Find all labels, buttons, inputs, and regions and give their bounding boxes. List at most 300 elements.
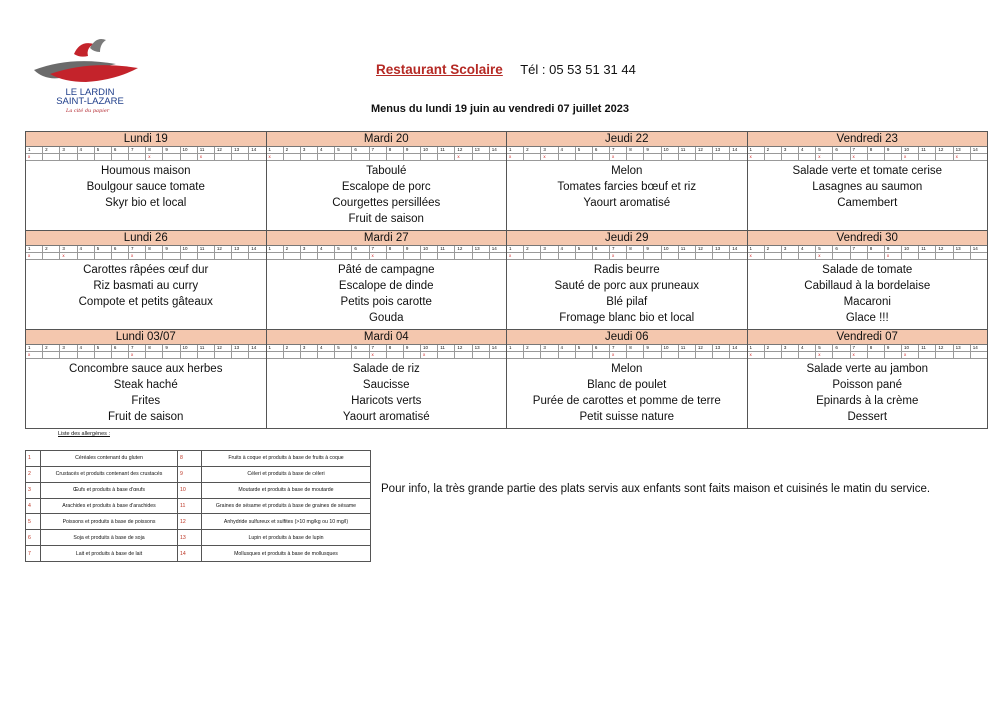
allergen-number: 13 — [713, 147, 730, 153]
allergen-number: 6 — [352, 147, 369, 153]
allergen-number: 13 — [473, 345, 490, 351]
allergen-mark — [438, 352, 455, 358]
allergen-number: 9 — [163, 147, 180, 153]
allergen-number: 5 — [26, 514, 41, 530]
allergen-mark: x — [455, 154, 472, 160]
allergen-mark-row — [26, 154, 266, 161]
allergen-mark-row — [748, 154, 988, 161]
allergen-number: 13 — [178, 530, 202, 546]
day-cell — [26, 231, 267, 330]
allergen-mark — [644, 154, 661, 160]
allergen-mark: x — [610, 154, 627, 160]
allergen-number: 2 — [765, 147, 782, 153]
dish: Steak haché — [113, 379, 178, 391]
allergen-mark — [43, 154, 60, 160]
allergen-mark — [198, 253, 215, 259]
allergen-number-row — [748, 147, 988, 154]
allergen-mark — [971, 352, 987, 358]
allergen-mark-row — [267, 154, 507, 161]
allergen-mark-row — [507, 352, 747, 359]
allergen-mark — [868, 352, 885, 358]
allergen-table — [25, 450, 371, 562]
allergen-mark: x — [816, 253, 833, 259]
dish: Fruit de saison — [108, 411, 184, 423]
allergen-number: 1 — [507, 345, 524, 351]
allergen-number: 1 — [26, 246, 43, 252]
dish: Yaourt aromatisé — [583, 197, 671, 209]
allergen-mark — [78, 253, 95, 259]
allergen-number: 5 — [816, 345, 833, 351]
dish-list — [267, 161, 507, 227]
allergen-number: 7 — [370, 345, 387, 351]
day-cell — [26, 330, 267, 429]
allergen-label: Moutarde et produits à base de moutarde — [202, 482, 371, 498]
day-cell — [507, 330, 748, 429]
allergen-row — [26, 482, 371, 498]
allergen-mark — [541, 352, 558, 358]
allergen-number: 5 — [95, 345, 112, 351]
allergen-number: 11 — [679, 147, 696, 153]
allergen-mark: x — [851, 154, 868, 160]
phone-number: Tél : 05 53 51 31 44 — [520, 62, 636, 77]
allergen-number: 6 — [833, 246, 850, 252]
allergen-number: 8 — [868, 246, 885, 252]
allergen-mark: x — [816, 154, 833, 160]
allergen-number: 12 — [215, 246, 232, 252]
allergen-mark: x — [26, 154, 43, 160]
allergen-mark — [524, 352, 541, 358]
allergen-mark: x — [851, 352, 868, 358]
allergen-number-row — [507, 147, 747, 154]
allergen-mark — [524, 154, 541, 160]
allergen-mark — [181, 154, 198, 160]
dish-list — [748, 359, 988, 425]
allergen-mark — [868, 253, 885, 259]
allergen-mark — [146, 253, 163, 259]
allergen-number: 5 — [335, 147, 352, 153]
allergen-number: 6 — [352, 345, 369, 351]
allergen-number: 12 — [936, 345, 953, 351]
allergen-number-row — [507, 345, 747, 352]
allergen-mark — [95, 352, 112, 358]
allergen-number: 13 — [954, 345, 971, 351]
allergen-mark — [696, 154, 713, 160]
allergen-mark — [576, 154, 593, 160]
allergen-number: 3 — [782, 147, 799, 153]
allergen-number: 6 — [26, 530, 41, 546]
allergen-number: 12 — [936, 147, 953, 153]
allergen-mark — [301, 352, 318, 358]
allergen-mark — [249, 154, 265, 160]
allergen-mark — [765, 253, 782, 259]
allergen-number: 13 — [954, 147, 971, 153]
allergen-mark — [662, 253, 679, 259]
allergen-mark — [833, 253, 850, 259]
allergen-number: 7 — [26, 546, 41, 562]
allergen-number: 9 — [644, 345, 661, 351]
allergen-number: 10 — [178, 482, 202, 498]
restaurant-title: Restaurant Scolaire — [376, 62, 503, 77]
allergen-number-row — [267, 147, 507, 154]
allergen-number: 6 — [112, 246, 129, 252]
dish: Escalope de porc — [341, 181, 431, 193]
allergen-mark — [833, 352, 850, 358]
allergen-number: 9 — [885, 345, 902, 351]
dish: Cabillaud à la bordelaise — [804, 280, 931, 292]
allergen-mark — [335, 352, 352, 358]
allergen-mark: x — [507, 154, 524, 160]
allergen-number: 3 — [60, 345, 77, 351]
day-name: Lundi 26 — [26, 231, 266, 246]
allergen-row — [26, 514, 371, 530]
allergen-label: Poissons et produits à base de poissons — [41, 514, 178, 530]
dish: Melon — [611, 165, 643, 177]
allergen-mark — [249, 253, 265, 259]
allergen-number: 3 — [541, 345, 558, 351]
allergen-mark: x — [954, 154, 971, 160]
dish: Houmous maison — [101, 165, 191, 177]
allergen-number: 14 — [732, 345, 738, 350]
allergen-mark — [885, 154, 902, 160]
allergen-mark — [267, 352, 284, 358]
allergen-mark: x — [885, 253, 902, 259]
allergen-mark — [559, 253, 576, 259]
allergen-number: 4 — [318, 345, 335, 351]
allergen-mark — [232, 352, 249, 358]
allergen-mark — [627, 154, 644, 160]
day-cell — [748, 132, 989, 231]
allergen-number: 6 — [593, 345, 610, 351]
allergen-number: 2 — [765, 345, 782, 351]
allergen-mark: x — [610, 253, 627, 259]
allergen-label: Céleri et produits à base de céleri — [202, 466, 371, 482]
allergen-mark — [644, 253, 661, 259]
allergen-number: 10 — [902, 246, 919, 252]
allergen-number: 5 — [576, 147, 593, 153]
allergen-mark — [885, 352, 902, 358]
dish: Melon — [611, 363, 643, 375]
allergen-mark — [43, 352, 60, 358]
day-name: Mardi 04 — [267, 330, 507, 345]
allergen-label: Arachides et produits à base d'arachides — [41, 498, 178, 514]
allergen-mark — [971, 154, 987, 160]
dish: Salade verte et tomate cerise — [792, 165, 943, 177]
allergen-mark — [644, 352, 661, 358]
allergen-number: 8 — [146, 246, 163, 252]
allergen-number: 4 — [559, 246, 576, 252]
dish-list — [748, 260, 988, 326]
allergen-number: 6 — [112, 147, 129, 153]
allergen-mark — [730, 253, 746, 259]
allergen-mark — [576, 253, 593, 259]
allergen-mark — [730, 352, 746, 358]
allergen-number: 10 — [421, 246, 438, 252]
allergen-number: 13 — [954, 246, 971, 252]
allergen-number: 12 — [455, 147, 472, 153]
allergen-mark: x — [198, 154, 215, 160]
allergen-number: 14 — [972, 345, 978, 350]
dish: Fruit de saison — [348, 213, 424, 225]
allergen-mark — [559, 352, 576, 358]
day-cell — [267, 231, 508, 330]
allergen-number: 9 — [163, 246, 180, 252]
allergen-number: 8 — [146, 345, 163, 351]
allergen-mark — [919, 352, 936, 358]
allergen-number: 4 — [78, 345, 95, 351]
allergen-number: 11 — [198, 246, 215, 252]
allergen-mark — [782, 253, 799, 259]
allergen-number: 3 — [301, 345, 318, 351]
allergen-mark — [662, 352, 679, 358]
allergen-mark — [971, 253, 987, 259]
allergen-mark — [198, 352, 215, 358]
allergen-number: 4 — [26, 498, 41, 514]
allergen-mark — [163, 154, 180, 160]
allergen-mark-row — [507, 154, 747, 161]
allergen-mark — [215, 253, 232, 259]
dish: Lasagnes au saumon — [812, 181, 923, 193]
dish: Salade de tomate — [822, 264, 913, 276]
allergen-mark — [284, 253, 301, 259]
allergen-mark — [95, 154, 112, 160]
allergen-number: 5 — [335, 246, 352, 252]
allergen-mark — [679, 352, 696, 358]
allergen-number: 6 — [593, 246, 610, 252]
allergen-number: 1 — [26, 345, 43, 351]
allergen-number-row — [267, 246, 507, 253]
dish: Poisson pané — [832, 379, 903, 391]
allergen-mark: x — [541, 154, 558, 160]
allergen-mark-row — [26, 253, 266, 260]
info-note: Pour info, la très grande partie des plats servis aux enfants sont faits maison et cuisinés le matin du service. — [381, 483, 931, 495]
allergen-mark: x — [816, 352, 833, 358]
dish: Camembert — [837, 197, 898, 209]
allergen-number: 7 — [610, 345, 627, 351]
allergen-label: Mollusques et produits à base de mollusques — [202, 546, 371, 562]
allergen-mark: x — [146, 154, 163, 160]
dish: Courgettes persillées — [332, 197, 441, 209]
allergen-mark — [370, 154, 387, 160]
allergen-mark — [507, 352, 524, 358]
allergen-number: 4 — [559, 345, 576, 351]
allergen-number: 1 — [26, 451, 41, 467]
allergen-mark — [421, 253, 438, 259]
allergen-number: 8 — [146, 147, 163, 153]
allergen-mark — [112, 352, 129, 358]
allergen-label: Fruits à coque et produits à base de fruits à coque — [202, 451, 371, 467]
allergen-mark: x — [129, 352, 146, 358]
allergen-number-row — [267, 345, 507, 352]
allergen-mark-row — [748, 352, 988, 359]
day-cell — [748, 330, 989, 429]
allergen-mark — [455, 253, 472, 259]
allergen-mark: x — [370, 253, 387, 259]
allergen-mark — [954, 253, 971, 259]
allergen-number: 5 — [95, 147, 112, 153]
allergen-mark — [318, 154, 335, 160]
day-name: Jeudi 29 — [507, 231, 747, 246]
allergen-number: 10 — [421, 147, 438, 153]
allergen-number: 10 — [662, 246, 679, 252]
allergen-number: 12 — [455, 345, 472, 351]
allergen-number: 7 — [129, 147, 146, 153]
allergen-number: 1 — [748, 147, 765, 153]
allergen-mark — [95, 253, 112, 259]
allergen-number: 2 — [43, 147, 60, 153]
dish: Boulgour sauce tomate — [86, 181, 205, 193]
allergen-number: 9 — [885, 147, 902, 153]
dish: Fromage blanc bio et local — [559, 312, 695, 324]
allergen-number: 8 — [868, 147, 885, 153]
allergen-mark — [490, 154, 506, 160]
allergen-number: 9 — [404, 147, 421, 153]
allergen-mark — [163, 253, 180, 259]
allergen-number: 5 — [95, 246, 112, 252]
allergen-mark — [919, 154, 936, 160]
allergen-number: 11 — [919, 246, 936, 252]
allergen-mark — [679, 154, 696, 160]
allergen-mark — [112, 154, 129, 160]
allergen-number: 14 — [491, 246, 497, 251]
allergen-mark — [559, 154, 576, 160]
allergen-number: 11 — [198, 345, 215, 351]
allergen-mark — [799, 352, 816, 358]
dish: Saucisse — [362, 379, 410, 391]
allergen-number: 5 — [335, 345, 352, 351]
allergen-number: 11 — [438, 147, 455, 153]
allergen-number: 7 — [610, 147, 627, 153]
allergen-mark: x — [748, 253, 765, 259]
allergen-mark — [404, 352, 421, 358]
allergen-mark-row — [26, 352, 266, 359]
allergen-mark — [662, 154, 679, 160]
allergen-mark: x — [902, 154, 919, 160]
dish: Yaourt aromatisé — [342, 411, 430, 423]
allergen-mark — [284, 352, 301, 358]
allergen-number: 3 — [60, 147, 77, 153]
dish: Frites — [131, 395, 161, 407]
allergen-number: 11 — [919, 345, 936, 351]
allergen-number: 10 — [902, 147, 919, 153]
allergen-number: 10 — [181, 246, 198, 252]
dish: Escalope de dinde — [338, 280, 434, 292]
allergen-mark — [627, 352, 644, 358]
allergen-mark-row — [267, 352, 507, 359]
allergen-number: 12 — [696, 246, 713, 252]
allergen-number: 4 — [78, 147, 95, 153]
allergen-number: 13 — [232, 147, 249, 153]
dish-list — [748, 161, 988, 211]
dish: Salade de riz — [352, 363, 420, 375]
allergen-number: 2 — [524, 345, 541, 351]
dish: Compote et petits gâteaux — [78, 296, 213, 308]
allergen-number: 1 — [267, 246, 284, 252]
allergen-label: Crustacés et produits contenant des crustacés — [41, 466, 178, 482]
allergen-mark — [404, 253, 421, 259]
allergen-number: 1 — [267, 345, 284, 351]
allergen-number: 7 — [370, 246, 387, 252]
day-name: Mardi 27 — [267, 231, 507, 246]
allergen-mark — [765, 154, 782, 160]
allergen-number: 3 — [782, 246, 799, 252]
dish: Salade verte au jambon — [806, 363, 928, 375]
allergen-number-row — [26, 345, 266, 352]
logo-graphic — [30, 34, 148, 94]
allergen-number: 3 — [60, 246, 77, 252]
allergen-row — [26, 451, 371, 467]
allergen-number: 9 — [404, 345, 421, 351]
allergen-mark — [129, 154, 146, 160]
allergen-mark — [438, 154, 455, 160]
allergen-number: 2 — [43, 246, 60, 252]
allergen-mark — [387, 352, 404, 358]
allergen-number: 7 — [129, 345, 146, 351]
allergen-mark: x — [748, 352, 765, 358]
allergen-number: 4 — [318, 246, 335, 252]
allergen-number: 3 — [541, 147, 558, 153]
allergen-number-row — [507, 246, 747, 253]
day-name: Lundi 19 — [26, 132, 266, 147]
dish-list — [267, 359, 507, 425]
allergen-number: 7 — [851, 246, 868, 252]
dish: Glace !!! — [845, 312, 889, 324]
allergen-mark — [782, 154, 799, 160]
allergen-mark — [868, 154, 885, 160]
allergen-label: Céréales contenant du gluten — [41, 451, 178, 467]
allergen-row — [26, 498, 371, 514]
allergen-number: 11 — [438, 345, 455, 351]
allergen-mark — [60, 352, 77, 358]
dish: Purée de carottes et pomme de terre — [532, 395, 721, 407]
allergen-number-row — [748, 345, 988, 352]
allergen-mark — [576, 352, 593, 358]
allergen-number: 14 — [178, 546, 202, 562]
allergen-number: 2 — [43, 345, 60, 351]
allergen-number: 1 — [748, 345, 765, 351]
allergen-mark — [473, 154, 490, 160]
allergen-mark — [936, 352, 953, 358]
allergen-number: 4 — [799, 246, 816, 252]
dish-list — [507, 260, 747, 326]
allergen-mark — [713, 253, 730, 259]
allergen-mark — [851, 253, 868, 259]
allergen-mark — [215, 154, 232, 160]
allergen-mark — [249, 352, 265, 358]
allergen-label: Soja et produits à base de soja — [41, 530, 178, 546]
allergen-mark — [490, 352, 506, 358]
dish: Macaroni — [843, 296, 891, 308]
allergen-number-row — [26, 147, 266, 154]
allergen-number: 2 — [524, 246, 541, 252]
allergen-number: 4 — [799, 345, 816, 351]
allergen-mark — [799, 154, 816, 160]
allergen-number: 8 — [178, 451, 202, 467]
dish: Epinards à la crème — [816, 395, 919, 407]
allergen-number: 7 — [370, 147, 387, 153]
allergen-number: 9 — [178, 466, 202, 482]
allergen-mark — [352, 253, 369, 259]
dish: Skyr bio et local — [105, 197, 187, 209]
allergen-number: 5 — [816, 147, 833, 153]
day-name: Jeudi 06 — [507, 330, 747, 345]
allergen-label: Lait et produits à base de lait — [41, 546, 178, 562]
allergen-number: 14 — [732, 246, 738, 251]
dish-list — [267, 260, 507, 326]
allergen-mark-row — [507, 253, 747, 260]
allergen-mark — [455, 352, 472, 358]
allergen-number: 4 — [559, 147, 576, 153]
allergen-number: 9 — [644, 246, 661, 252]
